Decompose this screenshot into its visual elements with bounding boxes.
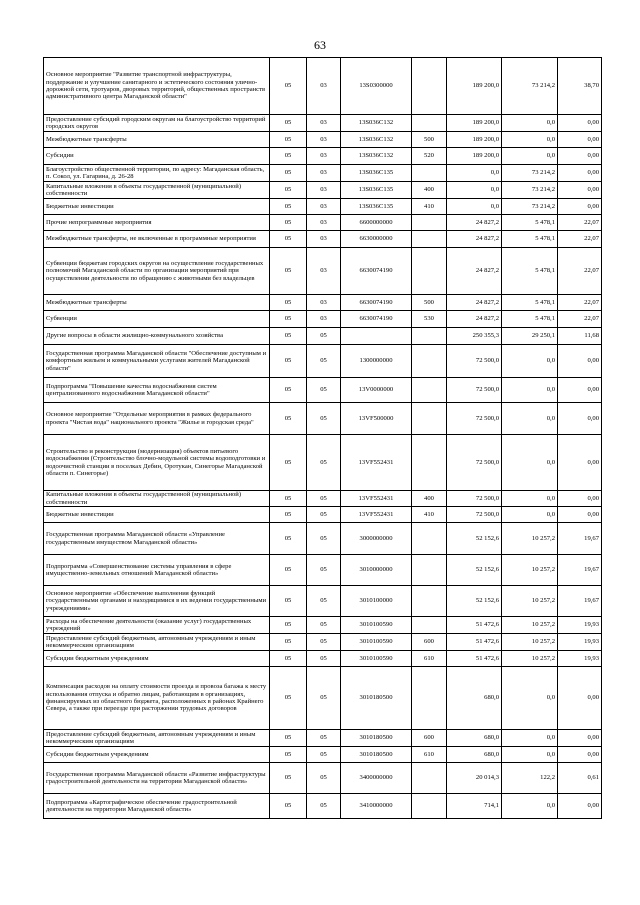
subsection-code-cell: 05 — [307, 763, 341, 794]
expense-type-code-cell — [412, 586, 447, 617]
table-row — [44, 491, 602, 507]
execution-percent-cell: 0,00 — [558, 165, 602, 182]
table-row — [44, 523, 602, 555]
table-row — [44, 248, 602, 295]
table-row — [44, 165, 602, 182]
item-name-cell: Межбюджетные трансферты — [44, 132, 270, 148]
execution-percent-cell: 22,07 — [558, 215, 602, 231]
executed-amount-cell: 0,0 — [502, 148, 558, 165]
item-name-cell: Другие вопросы в области жилищно-коммунального хозяйства — [44, 328, 270, 345]
planned-amount-cell: 72 500,0 — [447, 491, 502, 507]
execution-percent-cell: 0,00 — [558, 747, 602, 763]
execution-percent-cell: 0,00 — [558, 199, 602, 215]
section-code-cell: 05 — [270, 794, 307, 819]
section-code-cell: 05 — [270, 507, 307, 523]
expense-type-code-cell: 520 — [412, 148, 447, 165]
execution-percent-cell: 0,00 — [558, 378, 602, 403]
execution-percent-cell: 0,00 — [558, 435, 602, 491]
table-row — [44, 199, 602, 215]
item-name-cell: Строительство и реконструкция (модернизация) объектов питьевого водоснабжения (Строительство блочно-модульной системы водоподготовки и водоочистной станции в поселках Дебин, Оротукан, Синегорье Магаданской области п. Синегорье) — [44, 435, 270, 491]
execution-percent-cell: 0,00 — [558, 403, 602, 435]
target-article-code-cell: 13VF552431 — [341, 491, 412, 507]
subsection-code-cell: 05 — [307, 634, 341, 651]
target-article-code-cell: 1300000000 — [341, 345, 412, 378]
section-code-cell: 05 — [270, 651, 307, 667]
item-name-cell: Прочие непрограммные мероприятия — [44, 215, 270, 231]
planned-amount-cell: 52 152,6 — [447, 555, 502, 586]
table-row — [44, 586, 602, 617]
section-code-cell: 05 — [270, 730, 307, 747]
planned-amount-cell: 72 500,0 — [447, 345, 502, 378]
expense-type-code-cell: 610 — [412, 651, 447, 667]
execution-percent-cell: 19,93 — [558, 617, 602, 634]
target-article-code-cell: 6630074190 — [341, 295, 412, 311]
subsection-code-cell: 03 — [307, 165, 341, 182]
table-row — [44, 231, 602, 248]
target-article-code-cell: 13S036C135 — [341, 165, 412, 182]
planned-amount-cell: 189 200,0 — [447, 132, 502, 148]
executed-amount-cell: 10 257,2 — [502, 651, 558, 667]
subsection-code-cell: 03 — [307, 215, 341, 231]
expense-type-code-cell — [412, 378, 447, 403]
planned-amount-cell: 51 472,6 — [447, 617, 502, 634]
section-code-cell: 05 — [270, 115, 307, 132]
subsection-code-cell: 05 — [307, 617, 341, 634]
section-code-cell: 05 — [270, 199, 307, 215]
table-row — [44, 148, 602, 165]
planned-amount-cell: 72 500,0 — [447, 507, 502, 523]
item-name-cell: Основное мероприятие "Развитие транспортной инфраструктуры, поддержание и улучшение санитарного и эстетического состояния улично-дорожной сети, тротуаров, дворовых территорий, общественных пространств административного центра Магаданской области" — [44, 58, 270, 115]
table-row — [44, 667, 602, 730]
executed-amount-cell: 10 257,2 — [502, 523, 558, 555]
planned-amount-cell: 24 827,2 — [447, 311, 502, 328]
item-name-cell: Субсидии бюджетным учреждениям — [44, 747, 270, 763]
execution-percent-cell: 19,93 — [558, 634, 602, 651]
execution-percent-cell: 19,93 — [558, 651, 602, 667]
execution-percent-cell: 0,00 — [558, 115, 602, 132]
item-name-cell: Государственная программа Магаданской области «Развитие инфраструктуры градостроительной деятельности на территории Магаданской области» — [44, 763, 270, 794]
item-name-cell: Расходы на обеспечение деятельности (оказание услуг) государственных учреждений — [44, 617, 270, 634]
table-row — [44, 403, 602, 435]
expense-type-code-cell — [412, 115, 447, 132]
section-code-cell: 05 — [270, 586, 307, 617]
section-code-cell: 05 — [270, 132, 307, 148]
item-name-cell: Предоставление субсидий бюджетным, автономным учреждениям и иным некоммерческим организациям — [44, 730, 270, 747]
planned-amount-cell: 72 500,0 — [447, 435, 502, 491]
expense-type-code-cell — [412, 231, 447, 248]
executed-amount-cell: 0,0 — [502, 507, 558, 523]
table-row — [44, 730, 602, 747]
execution-percent-cell: 0,00 — [558, 148, 602, 165]
executed-amount-cell: 0,0 — [502, 378, 558, 403]
section-code-cell: 05 — [270, 231, 307, 248]
section-code-cell: 05 — [270, 763, 307, 794]
executed-amount-cell: 73 214,2 — [502, 182, 558, 199]
subsection-code-cell: 05 — [307, 378, 341, 403]
subsection-code-cell: 05 — [307, 435, 341, 491]
planned-amount-cell: 189 200,0 — [447, 58, 502, 115]
planned-amount-cell: 189 200,0 — [447, 115, 502, 132]
table-row — [44, 794, 602, 819]
item-name-cell: Субсидии — [44, 148, 270, 165]
table-row — [44, 555, 602, 586]
executed-amount-cell: 73 214,2 — [502, 199, 558, 215]
target-article-code-cell: 13VF552431 — [341, 435, 412, 491]
expense-type-code-cell — [412, 165, 447, 182]
target-article-code-cell: 6630074190 — [341, 248, 412, 295]
subsection-code-cell: 05 — [307, 523, 341, 555]
expense-type-code-cell — [412, 667, 447, 730]
item-name-cell: Капитальные вложения в объекты государственной (муниципальной) собственности — [44, 182, 270, 199]
section-code-cell: 05 — [270, 491, 307, 507]
target-article-code-cell: 13S036C132 — [341, 148, 412, 165]
expense-type-code-cell: 600 — [412, 634, 447, 651]
subsection-code-cell: 03 — [307, 182, 341, 199]
table-row — [44, 747, 602, 763]
section-code-cell: 05 — [270, 378, 307, 403]
executed-amount-cell: 0,0 — [502, 435, 558, 491]
item-name-cell: Подпрограмма «Совершенствование системы управления в сфере имущественно-земельных отношений Магаданской области» — [44, 555, 270, 586]
target-article-code-cell: 3410000000 — [341, 794, 412, 819]
section-code-cell: 05 — [270, 403, 307, 435]
target-article-code-cell: 6630074190 — [341, 311, 412, 328]
section-code-cell: 05 — [270, 634, 307, 651]
item-name-cell: Государственная программа Магаданской области "Обеспечение доступным и комфортным жильем и коммунальными услугами жителей Магаданской области" — [44, 345, 270, 378]
executed-amount-cell: 73 214,2 — [502, 165, 558, 182]
table-row — [44, 763, 602, 794]
item-name-cell: Капитальные вложения в объекты государственной (муниципальной) собственности — [44, 491, 270, 507]
target-article-code-cell: 13S036C132 — [341, 115, 412, 132]
subsection-code-cell: 05 — [307, 730, 341, 747]
section-code-cell: 05 — [270, 295, 307, 311]
expense-type-code-cell — [412, 403, 447, 435]
execution-percent-cell: 38,70 — [558, 58, 602, 115]
execution-percent-cell: 22,07 — [558, 248, 602, 295]
executed-amount-cell: 5 478,1 — [502, 215, 558, 231]
section-code-cell: 05 — [270, 345, 307, 378]
target-article-code-cell: 3000000000 — [341, 523, 412, 555]
executed-amount-cell: 73 214,2 — [502, 58, 558, 115]
execution-percent-cell: 19,67 — [558, 523, 602, 555]
table-row — [44, 435, 602, 491]
execution-percent-cell: 19,67 — [558, 586, 602, 617]
subsection-code-cell: 05 — [307, 747, 341, 763]
page-number: 63 — [314, 38, 326, 52]
expense-type-code-cell: 400 — [412, 182, 447, 199]
item-name-cell: Субвенции бюджетам городских округов на осуществление государственных полномочий Магаданской области по организации мероприятий при осуществлении деятельности по обращению с животными без владельцев — [44, 248, 270, 295]
budget-table — [43, 57, 602, 819]
expense-type-code-cell — [412, 58, 447, 115]
section-code-cell: 05 — [270, 747, 307, 763]
expense-type-code-cell: 610 — [412, 747, 447, 763]
target-article-code-cell: 3010180500 — [341, 747, 412, 763]
planned-amount-cell: 714,1 — [447, 794, 502, 819]
executed-amount-cell: 0,0 — [502, 491, 558, 507]
planned-amount-cell: 72 500,0 — [447, 378, 502, 403]
executed-amount-cell: 10 257,2 — [502, 586, 558, 617]
item-name-cell: Предоставление субсидий бюджетным, автономным учреждениям и иным некоммерческим организациям — [44, 634, 270, 651]
execution-percent-cell: 0,00 — [558, 507, 602, 523]
execution-percent-cell: 0,00 — [558, 794, 602, 819]
subsection-code-cell: 03 — [307, 132, 341, 148]
section-code-cell: 05 — [270, 182, 307, 199]
expense-type-code-cell: 500 — [412, 132, 447, 148]
executed-amount-cell: 10 257,2 — [502, 555, 558, 586]
table-row — [44, 507, 602, 523]
target-article-code-cell: 3400000000 — [341, 763, 412, 794]
target-article-code-cell: 13S0300000 — [341, 58, 412, 115]
planned-amount-cell: 52 152,6 — [447, 586, 502, 617]
executed-amount-cell: 5 478,1 — [502, 311, 558, 328]
subsection-code-cell: 05 — [307, 794, 341, 819]
target-article-code-cell — [341, 328, 412, 345]
item-name-cell: Подпрограмма "Повышение качества водоснабжения систем централизованного водоснабжения Магаданской области" — [44, 378, 270, 403]
planned-amount-cell: 0,0 — [447, 199, 502, 215]
table-row — [44, 182, 602, 199]
planned-amount-cell: 250 355,3 — [447, 328, 502, 345]
table-row — [44, 328, 602, 345]
execution-percent-cell: 22,07 — [558, 311, 602, 328]
execution-percent-cell: 22,07 — [558, 231, 602, 248]
section-code-cell: 05 — [270, 248, 307, 295]
planned-amount-cell: 24 827,2 — [447, 248, 502, 295]
planned-amount-cell: 189 200,0 — [447, 148, 502, 165]
subsection-code-cell: 03 — [307, 148, 341, 165]
planned-amount-cell: 52 152,6 — [447, 523, 502, 555]
target-article-code-cell: 13S036C132 — [341, 132, 412, 148]
planned-amount-cell: 24 827,2 — [447, 295, 502, 311]
planned-amount-cell: 24 827,2 — [447, 215, 502, 231]
table-row — [44, 378, 602, 403]
expense-type-code-cell: 600 — [412, 730, 447, 747]
item-name-cell: Основное мероприятие "Отдельные мероприятия в рамках федерального проекта "Чистая вода" национального проекта "Жилье и городская среда" — [44, 403, 270, 435]
section-code-cell: 05 — [270, 555, 307, 586]
subsection-code-cell: 03 — [307, 58, 341, 115]
target-article-code-cell: 13S036C135 — [341, 199, 412, 215]
executed-amount-cell: 0,0 — [502, 794, 558, 819]
expense-type-code-cell — [412, 555, 447, 586]
expense-type-code-cell — [412, 345, 447, 378]
subsection-code-cell: 03 — [307, 311, 341, 328]
section-code-cell: 05 — [270, 523, 307, 555]
subsection-code-cell: 05 — [307, 555, 341, 586]
planned-amount-cell: 51 472,6 — [447, 634, 502, 651]
expense-type-code-cell: 400 — [412, 491, 447, 507]
expense-type-code-cell: 410 — [412, 507, 447, 523]
execution-percent-cell: 0,00 — [558, 491, 602, 507]
subsection-code-cell: 05 — [307, 403, 341, 435]
expense-type-code-cell — [412, 763, 447, 794]
target-article-code-cell: 13VF500000 — [341, 403, 412, 435]
execution-percent-cell: 22,07 — [558, 295, 602, 311]
item-name-cell: Благоустройство общественной территории, по адресу: Магаданская область, п. Сокол, ул. Гагарина, д. 26-28 — [44, 165, 270, 182]
item-name-cell: Субвенции — [44, 311, 270, 328]
item-name-cell: Межбюджетные трансферты — [44, 295, 270, 311]
target-article-code-cell: 13S036C135 — [341, 182, 412, 199]
planned-amount-cell: 24 827,2 — [447, 231, 502, 248]
subsection-code-cell: 03 — [307, 199, 341, 215]
execution-percent-cell: 19,67 — [558, 555, 602, 586]
executed-amount-cell: 5 478,1 — [502, 248, 558, 295]
target-article-code-cell: 3010100590 — [341, 617, 412, 634]
subsection-code-cell: 03 — [307, 295, 341, 311]
executed-amount-cell: 10 257,2 — [502, 634, 558, 651]
subsection-code-cell: 03 — [307, 231, 341, 248]
target-article-code-cell: 3010100590 — [341, 634, 412, 651]
item-name-cell: Межбюджетные трансферты, не включенные в программные мероприятия — [44, 231, 270, 248]
target-article-code-cell: 3010180500 — [341, 730, 412, 747]
target-article-code-cell: 6630000000 — [341, 231, 412, 248]
execution-percent-cell: 0,00 — [558, 667, 602, 730]
table-row — [44, 132, 602, 148]
item-name-cell: Основное мероприятие «Обеспечение выполнения функций государственными органами и находящимися в их ведении государственными учреждениями» — [44, 586, 270, 617]
expense-type-code-cell: 410 — [412, 199, 447, 215]
table-row — [44, 58, 602, 115]
table-row — [44, 295, 602, 311]
section-code-cell: 05 — [270, 58, 307, 115]
subsection-code-cell: 05 — [307, 507, 341, 523]
table-row — [44, 617, 602, 634]
target-article-code-cell: 3010100590 — [341, 651, 412, 667]
section-code-cell: 05 — [270, 328, 307, 345]
expense-type-code-cell — [412, 215, 447, 231]
target-article-code-cell: 13V0000000 — [341, 378, 412, 403]
execution-percent-cell: 0,00 — [558, 132, 602, 148]
planned-amount-cell: 51 472,6 — [447, 651, 502, 667]
subsection-code-cell: 05 — [307, 491, 341, 507]
planned-amount-cell: 680,0 — [447, 667, 502, 730]
section-code-cell: 05 — [270, 435, 307, 491]
planned-amount-cell: 680,0 — [447, 747, 502, 763]
section-code-cell: 05 — [270, 311, 307, 328]
table-row — [44, 115, 602, 132]
executed-amount-cell: 0,0 — [502, 132, 558, 148]
item-name-cell: Государственная программа Магаданской области «Управление государственным имуществом Магаданской области» — [44, 523, 270, 555]
planned-amount-cell: 0,0 — [447, 182, 502, 199]
execution-percent-cell: 0,00 — [558, 345, 602, 378]
expense-type-code-cell — [412, 248, 447, 295]
table-row — [44, 345, 602, 378]
item-name-cell: Бюджетные инвестиции — [44, 507, 270, 523]
item-name-cell: Подпрограмма «Картографическое обеспечение градостроительной деятельности на территории Магаданской области» — [44, 794, 270, 819]
target-article-code-cell: 3010180500 — [341, 667, 412, 730]
table-row — [44, 634, 602, 651]
planned-amount-cell: 0,0 — [447, 165, 502, 182]
execution-percent-cell: 0,00 — [558, 182, 602, 199]
target-article-code-cell: 6600000000 — [341, 215, 412, 231]
expense-type-code-cell — [412, 435, 447, 491]
executed-amount-cell: 0,0 — [502, 115, 558, 132]
table-row — [44, 651, 602, 667]
target-article-code-cell: 3010000000 — [341, 555, 412, 586]
execution-percent-cell: 0,61 — [558, 763, 602, 794]
executed-amount-cell: 5 478,1 — [502, 295, 558, 311]
section-code-cell: 05 — [270, 215, 307, 231]
expense-type-code-cell — [412, 617, 447, 634]
expense-type-code-cell — [412, 328, 447, 345]
executed-amount-cell: 0,0 — [502, 730, 558, 747]
subsection-code-cell: 05 — [307, 586, 341, 617]
subsection-code-cell: 05 — [307, 345, 341, 378]
executed-amount-cell: 122,2 — [502, 763, 558, 794]
subsection-code-cell: 05 — [307, 651, 341, 667]
executed-amount-cell: 0,0 — [502, 345, 558, 378]
item-name-cell: Предоставление субсидий городским округам на благоустройство территорий городских округов — [44, 115, 270, 132]
execution-percent-cell: 0,00 — [558, 730, 602, 747]
section-code-cell: 05 — [270, 165, 307, 182]
section-code-cell: 05 — [270, 617, 307, 634]
execution-percent-cell: 11,68 — [558, 328, 602, 345]
subsection-code-cell: 03 — [307, 248, 341, 295]
item-name-cell: Компенсация расходов на оплату стоимости проезда и провоза багажа к месту использования отпуска и обратно лицам, работающим в организациях, финансируемых из областного бюджета, расположенных в районах Крайнего Севера, а также при переезде при расторжении трудовых договоров — [44, 667, 270, 730]
target-article-code-cell: 3010100000 — [341, 586, 412, 617]
section-code-cell: 05 — [270, 667, 307, 730]
executed-amount-cell: 0,0 — [502, 667, 558, 730]
item-name-cell: Субсидии бюджетным учреждениям — [44, 651, 270, 667]
executed-amount-cell: 10 257,2 — [502, 617, 558, 634]
target-article-code-cell: 13VF552431 — [341, 507, 412, 523]
section-code-cell: 05 — [270, 148, 307, 165]
table-row — [44, 311, 602, 328]
expense-type-code-cell — [412, 523, 447, 555]
subsection-code-cell: 05 — [307, 328, 341, 345]
executed-amount-cell: 29 250,1 — [502, 328, 558, 345]
budget-table-body — [44, 58, 602, 819]
executed-amount-cell: 5 478,1 — [502, 231, 558, 248]
subsection-code-cell: 03 — [307, 115, 341, 132]
expense-type-code-cell — [412, 794, 447, 819]
planned-amount-cell: 72 500,0 — [447, 403, 502, 435]
table-row — [44, 215, 602, 231]
item-name-cell: Бюджетные инвестиции — [44, 199, 270, 215]
subsection-code-cell: 05 — [307, 667, 341, 730]
executed-amount-cell: 0,0 — [502, 747, 558, 763]
expense-type-code-cell: 500 — [412, 295, 447, 311]
expense-type-code-cell: 530 — [412, 311, 447, 328]
planned-amount-cell: 20 014,3 — [447, 763, 502, 794]
planned-amount-cell: 680,0 — [447, 730, 502, 747]
executed-amount-cell: 0,0 — [502, 403, 558, 435]
